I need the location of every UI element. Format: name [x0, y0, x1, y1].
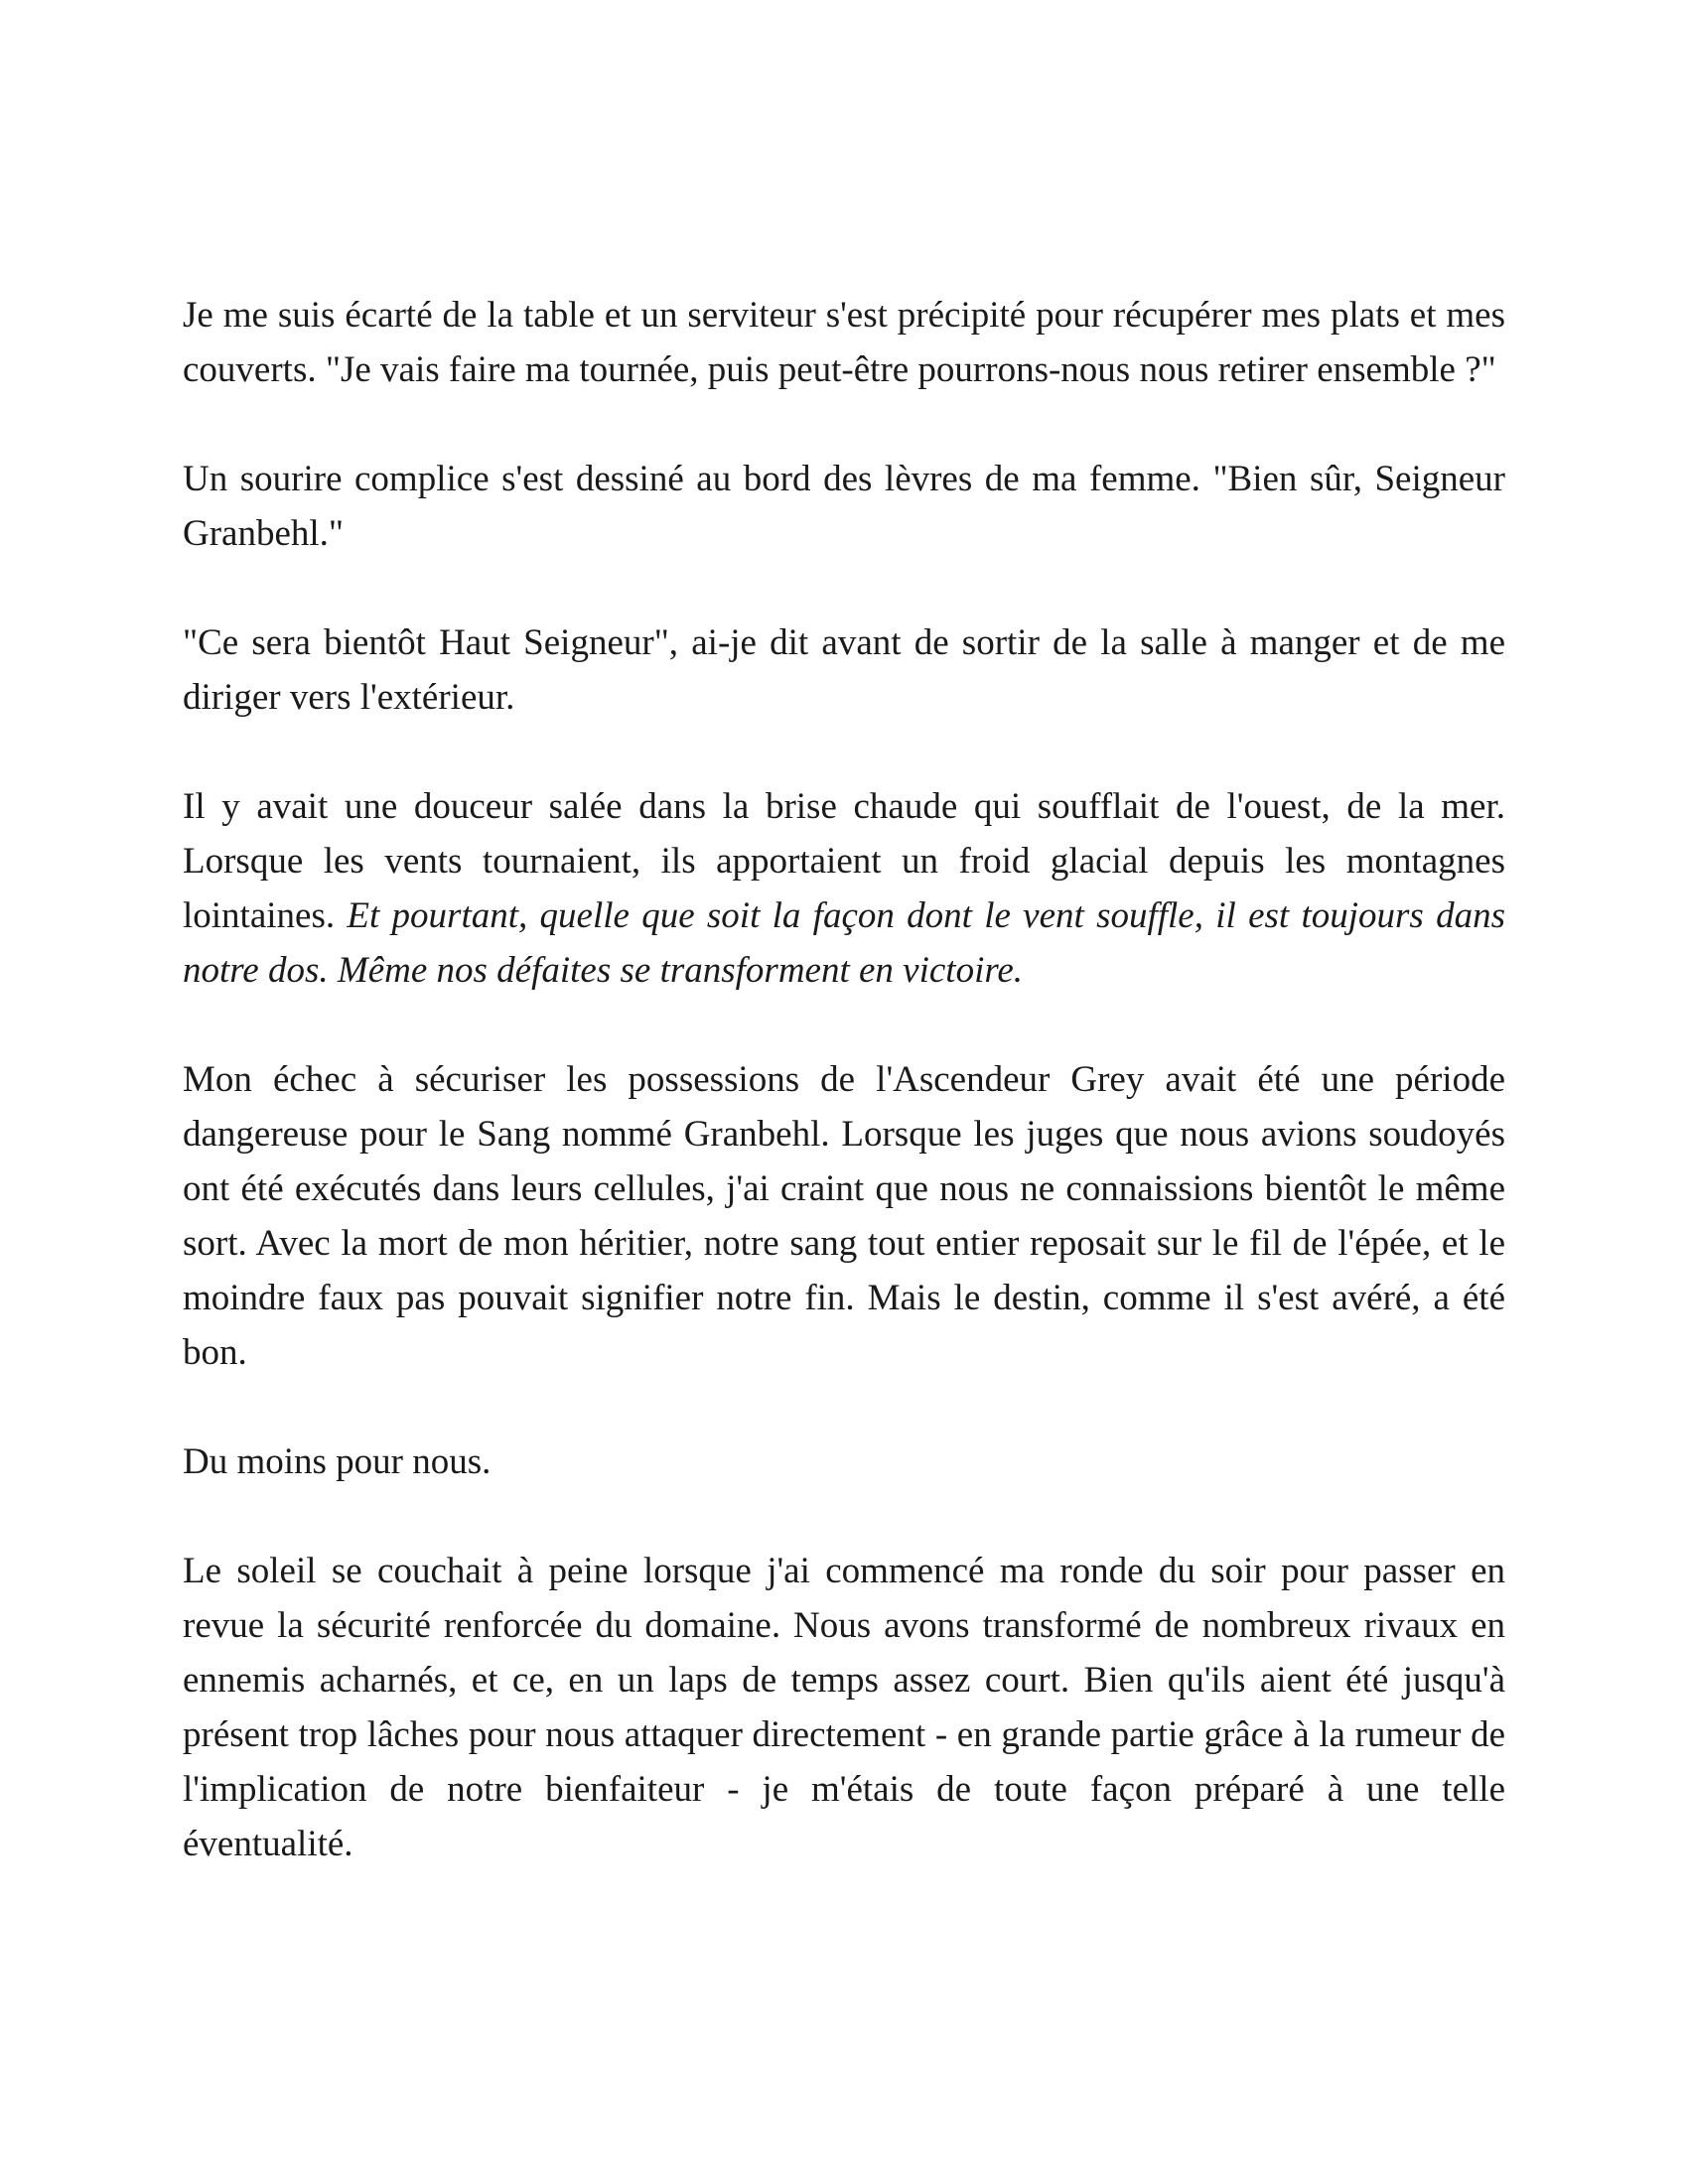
- paragraph-4-italic-thought: Et pourtant, quelle que soit la façon dont le vent souffle, il est toujours dans notre dos. Même nos défaites se transforment en victoire.: [183, 895, 1505, 991]
- paragraph-6: Du moins pour nous.: [183, 1441, 492, 1482]
- document-body: [183, 288, 1505, 1871]
- paragraph-7: Le soleil se couchait à peine lorsque j'ai commencé ma ronde du soir pour passer en revue la sécurité renforcée du domaine. Nous avons transformé de nombreux rivaux en ennemis acharnés, et ce, en un laps de temps assez court. Bien qu'ils aient été jusqu'à présent trop lâches pour nous attaquer directement - en grande partie grâce à la rumeur de l'implication de notre bienfaiteur - je m'étais de toute façon préparé à une telle éventualité.: [183, 1551, 1505, 1864]
- paragraph-3: "Ce sera bientôt Haut Seigneur", ai-je dit avant de sortir de la salle à manger et de me diriger vers l'extérieur.: [183, 622, 1505, 718]
- paragraph-4-text: Il y avait une douceur salée dans la brise chaude qui soufflait de l'ouest, de la mer. Lorsque les vents tournaient, ils apportaient un froid glacial depuis les montagnes lointaines.: [183, 786, 1505, 936]
- paragraph-2: Un sourire complice s'est dessiné au bord des lèvres de ma femme. "Bien sûr, Seigneur Granbehl.": [183, 459, 1505, 554]
- paragraph-1: Je me suis écarté de la table et un serviteur s'est précipité pour récupérer mes plats et mes couverts. "Je vais faire ma tournée, puis peut-être pourrons-nous nous retirer ensemble ?": [183, 295, 1505, 390]
- paragraph-4: [183, 779, 1505, 998]
- paragraph-5: Mon échec à sécuriser les possessions de l'Ascendeur Grey avait été une période dangereuse pour le Sang nommé Granbehl. Lorsque les juges que nous avions soudoyés ont été exécutés dans leurs cellules, j'ai craint que nous ne connaissions bientôt le même sort. Avec la mort de mon héritier, notre sang tout entier reposait sur le fil de l'épée, et le moindre faux pas pouvait signifier notre fin. Mais le destin, comme il s'est avéré, a été bon.: [183, 1059, 1505, 1373]
